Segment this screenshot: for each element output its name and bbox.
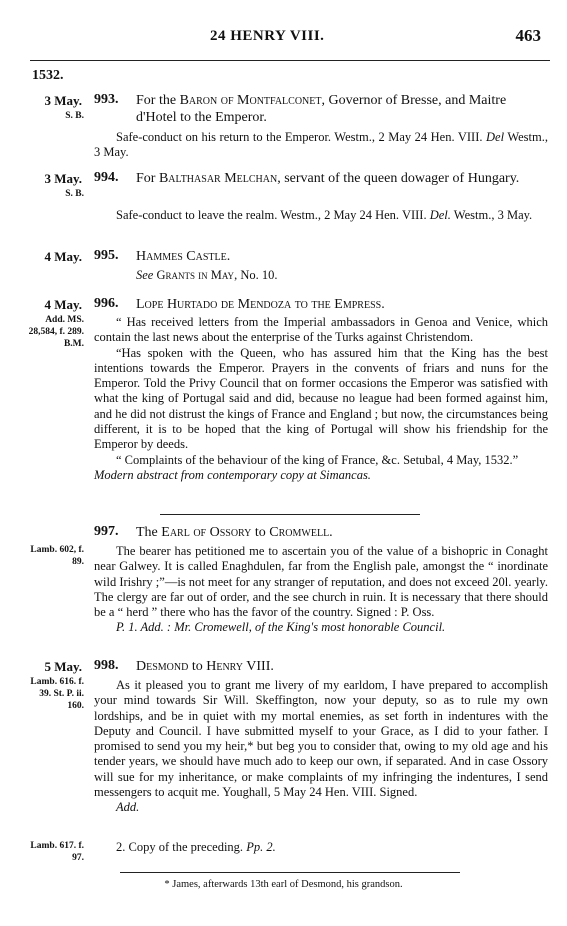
entry-source: Lamb. 616. f. 39. St. P. ii. 160. (30, 677, 84, 711)
header-rule (30, 60, 550, 61)
entry-date: 5 May. (44, 659, 82, 674)
running-title: 24 HENRY VIII. (210, 28, 325, 44)
entry-number: 997. (94, 524, 119, 539)
entry-number: 996. (94, 296, 119, 311)
entry-source: S. B. (65, 111, 84, 121)
entry-number: 993. (94, 92, 119, 107)
entry-text: As it pleased you to grant me livery of my earldom, I have prepared to accomplish your mind towards Sir Will. Skeffington, now your deputy, so as to rule my own lordships, and be in quiet with my mortal enemies, as set forth in indentures with the Deputy and Council. I have submitted myself to your Grace, as I did to your father. I promised to send you my heir,* but beg you to consider that, owing to my old age and his tender years, we should have much ado to keep our own, if separated. And in case Ossory will sue for my inheritance, or make complaints of my infringing the indentures, I send messengers to acquit me. Youghall, 5 May 24 Hen. VIII. Signed. Add. (94, 678, 548, 815)
entry-title: Desmond to Henry VIII. (136, 659, 274, 674)
entry-text: Safe-conduct on his return to the Emperor. Westm., 2 May 24 Hen. VIII. Del Westm., 3 May. (94, 130, 548, 160)
entry-text-2: 2. Copy of the preceding. Pp. 2. (116, 840, 276, 854)
entry-title: Hammes Castle. (136, 249, 231, 264)
entry-number: 998. (94, 658, 119, 673)
page-number: 463 (515, 26, 541, 45)
year-label: 1532. (32, 68, 64, 83)
entry-date: 4 May. (44, 249, 82, 264)
entry-source: Lamb. 602, f. 89. (30, 545, 84, 567)
entry-text: Safe-conduct to leave the realm. Westm., 2 May 24 Hen. VIII. Del. Westm., 3 May. (116, 208, 533, 222)
entry-date: 3 May. (44, 171, 82, 186)
entry-text: See Grants in May, No. 10. (136, 268, 278, 282)
entry-source-2: Lamb. 617. f. 97. (30, 841, 84, 863)
section-rule (160, 514, 420, 515)
entry-source: S. B. (65, 189, 84, 199)
entry-title: Lope Hurtado de Mendoza to the Empress. (136, 297, 385, 312)
entry-number: 995. (94, 248, 119, 263)
entry-text: “ Has received letters from the Imperial ambassadors in Genoa and Venice, which contain the last news about the enterprise of the Turks against Christendom. “Has spoken with the Queen, who has assured him that the King has the best intentions towards the Emperor. Prayers in the convents of friars and nuns for the Emperor. Told the Privy Council that on former occasions the Emperor was satisfied with what the king of Portugal said and did, because no league had been formed against him, and he did not distrust the kings of France and England ; but now, the circumstances being different, it is to be hoped that the king of Portugal will show his friendship for the Emperor by deeds. “ Complaints of the behaviour of the king of France, &c. Setubal, 4 May, 1532.” Modern abstract from contemporary copy at Simancas. (94, 315, 548, 482)
page-header (0, 18, 567, 58)
entry-title: The Earl of Ossory to Cromwell. (136, 525, 333, 540)
entry-text: The bearer has petitioned me to ascertain you of the value of a bishopric in Conaght near Galwey. It is called Enaghdulen, far from the English pale, amongst the “ inordinate wild Irishry ;”—is not meet for any stranger of reputation, and does not exceed 20l. yearly. The clergy are far out of order, and the see church in ruin. It is necessary that there should be a “ herd ” there who has the favor of the country. Signed : P. Oss. P. 1. Add. : Mr. Cromewell, of the King's most honorable Council. (94, 544, 548, 635)
entry-title: For Balthasar Melchan, servant of the queen dowager of Hungary. (136, 171, 520, 186)
footnote: * James, afterwards 13th earl of Desmond, his grandson. (164, 879, 403, 890)
entry-source: Add. MS. 28,584, f. 289. B.M. (28, 315, 84, 349)
entry-date: 4 May. (44, 297, 82, 312)
entry-date: 3 May. (44, 93, 82, 108)
footnote-rule (120, 872, 460, 873)
entry-title: For the Baron of Montfalconet, Governor of Bresse, and Maitre d'Hotel to the Emperor. (136, 93, 507, 125)
entry-number: 994. (94, 170, 119, 185)
